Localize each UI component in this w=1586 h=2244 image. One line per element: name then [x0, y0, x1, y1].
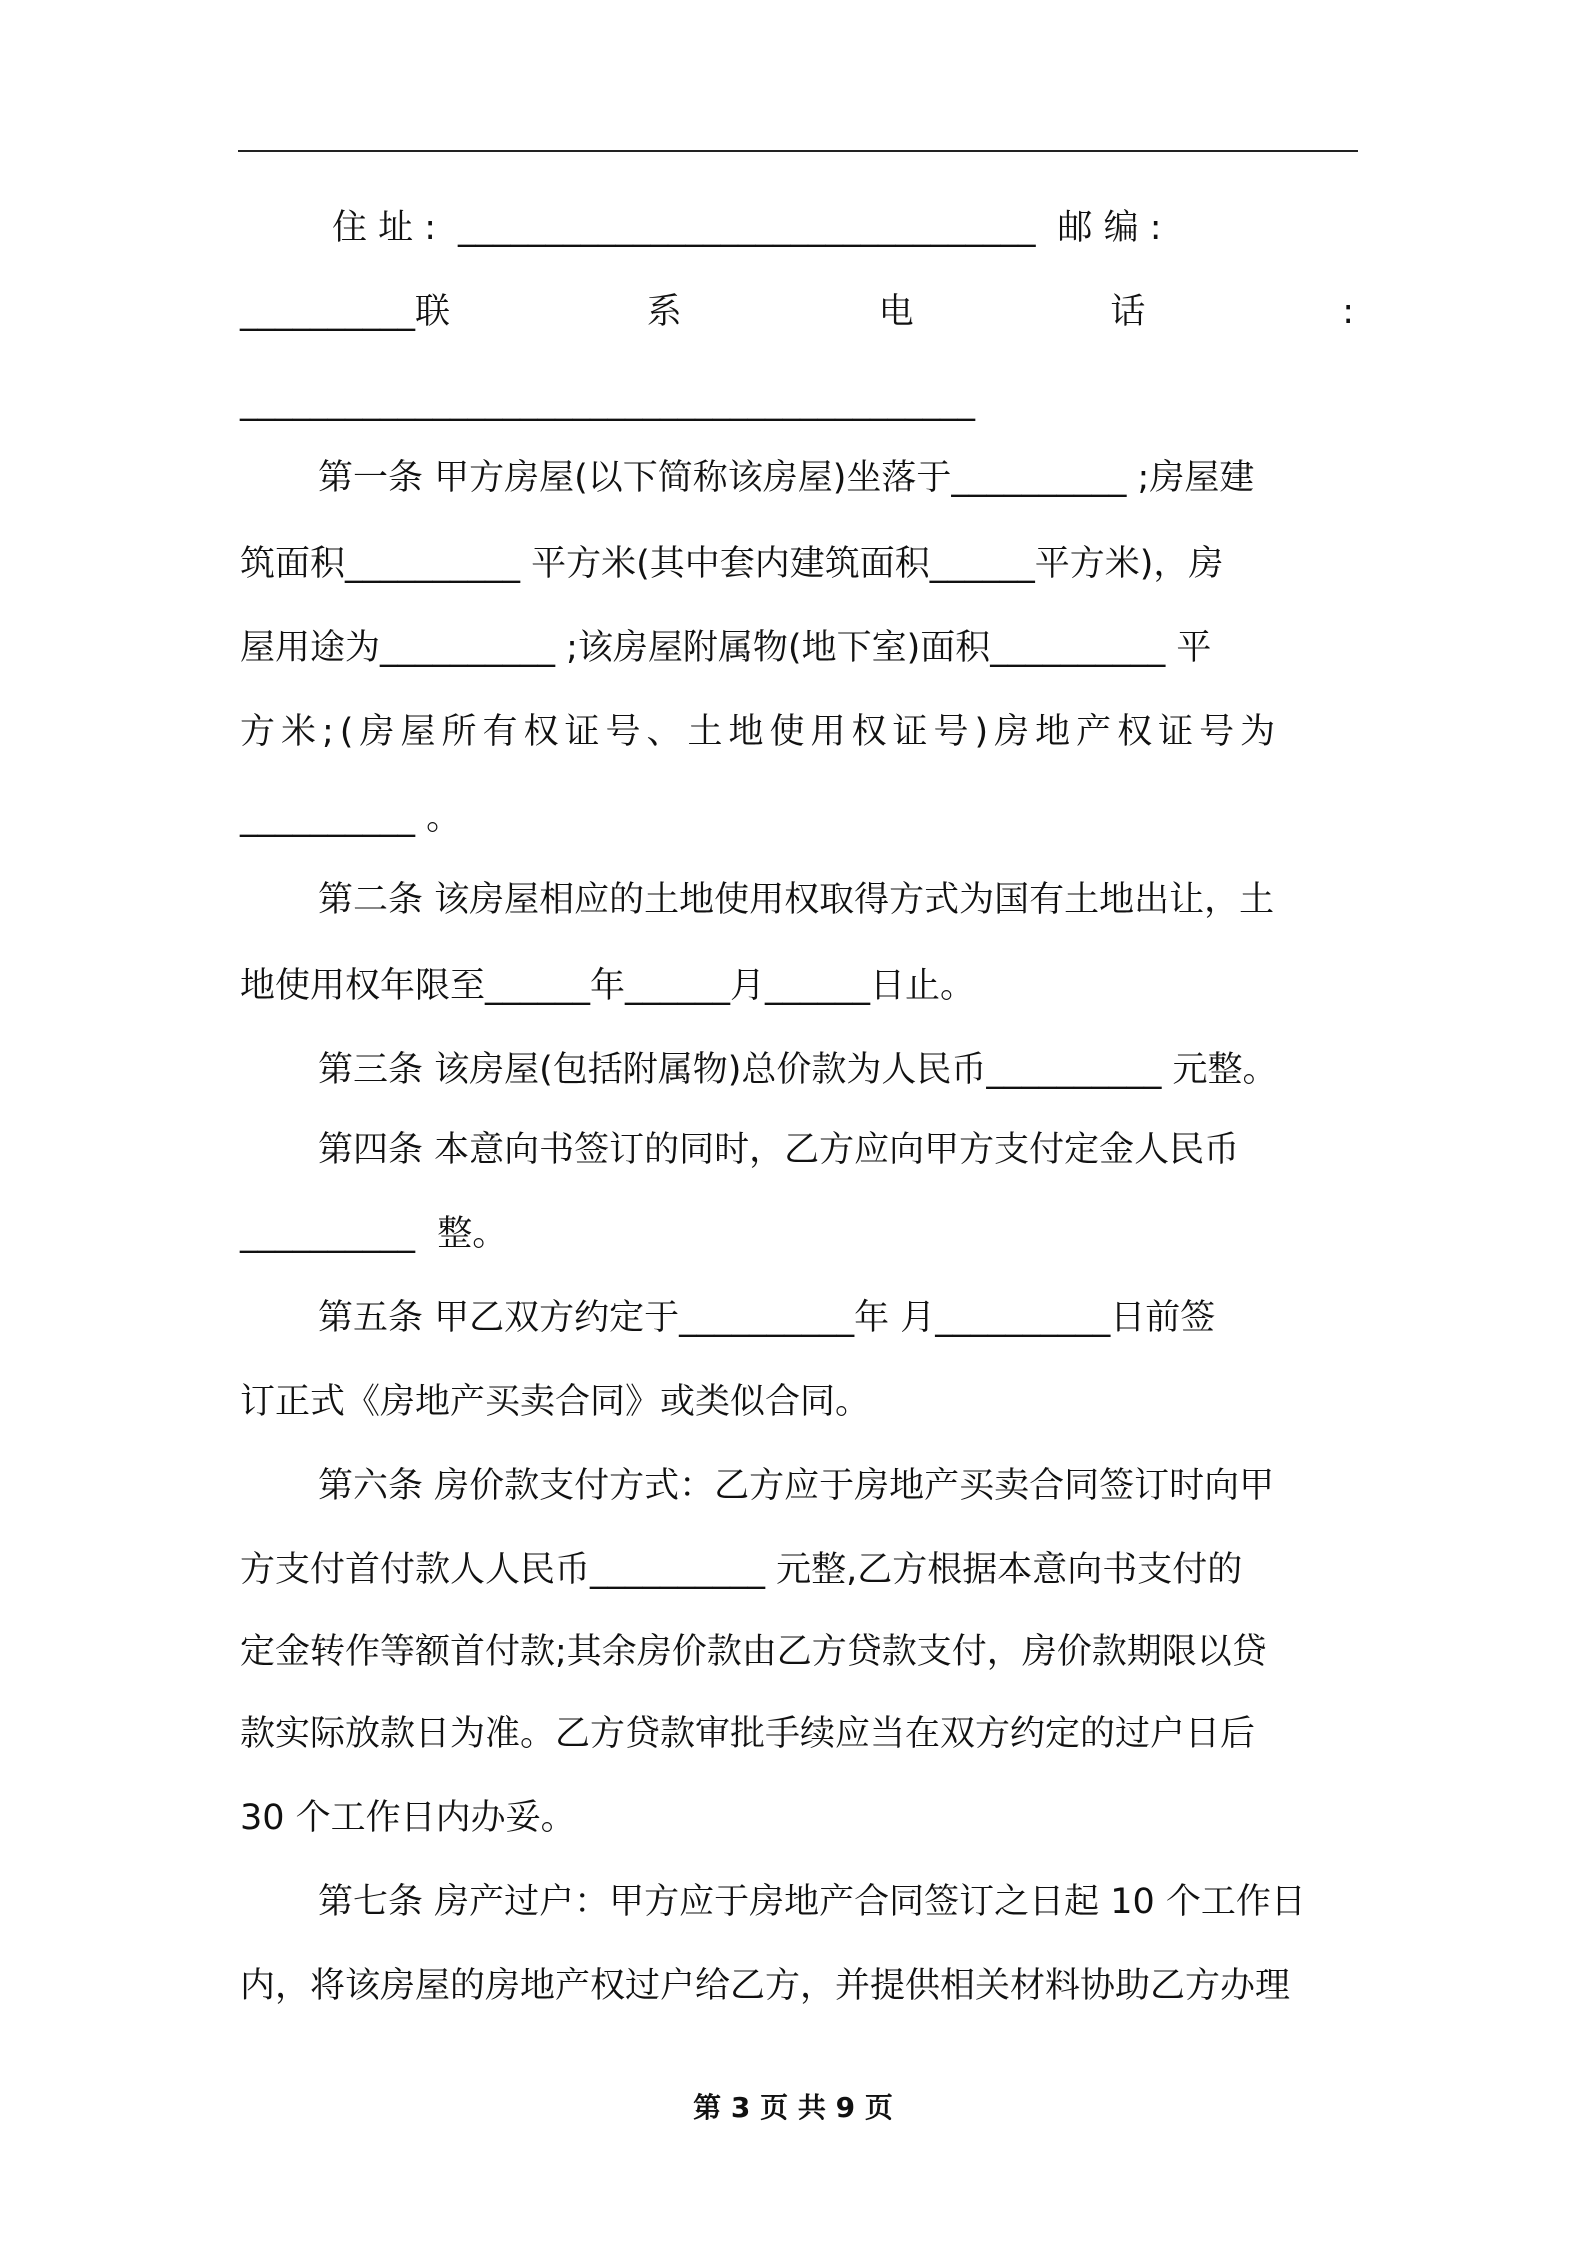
phone-label-char-3: 电	[878, 292, 914, 332]
art6-text-3: 定金转作等额首付款;其余房价款由乙方贷款支付，房价款期限以贷	[240, 1632, 1267, 1672]
art5-text-2: 订正式《房地产买卖合同》或类似合同。	[240, 1382, 871, 1422]
art1-line-1	[240, 446, 1354, 510]
art6-line-3	[240, 1620, 1354, 1684]
art1-line-3	[240, 616, 1354, 680]
page-number: 第 3 页 共 9 页	[693, 2091, 893, 2124]
art1-line-5	[240, 786, 1354, 850]
art6-line-5	[240, 1786, 1354, 1850]
page-footer	[0, 2088, 1586, 2128]
art4-line-2	[240, 1202, 1354, 1266]
art5-line-1	[240, 1286, 1354, 1350]
phone-label-colon: :	[1342, 292, 1354, 332]
phone-label-char-4: 话	[1110, 292, 1146, 332]
phone-label-char-1: 联	[415, 292, 451, 332]
art6-text-2: 方支付首付款人人民币__________ 元整,乙方根据本意向书支付的	[240, 1550, 1243, 1590]
phone-line	[240, 280, 1354, 344]
art7-text-1: 第七条 房产过户：甲方应于房地产合同签订之日起 10 个工作日	[318, 1882, 1306, 1922]
postcode-label: 邮 编 :	[1057, 208, 1162, 248]
art1-line-2	[240, 532, 1354, 596]
art7-line-2	[240, 1954, 1354, 2018]
phone-blank: __________________________________________	[240, 382, 975, 422]
art6-text-1: 第六条 房价款支付方式：乙方应于房地产买卖合同签订时向甲	[318, 1466, 1275, 1506]
art2-line-1	[240, 868, 1354, 932]
art6-line-2	[240, 1538, 1354, 1602]
art1-text-5: __________ 。	[240, 798, 462, 838]
phone-blank-line	[240, 370, 1354, 434]
art7-text-2: 内，将该房屋的房地产权过户给乙方，并提供相关材料协助乙方办理	[240, 1966, 1291, 2006]
art3-text-1: 第三条 该房屋(包括附属物)总价款为人民币__________ 元整。	[318, 1050, 1278, 1090]
art6-line-1	[240, 1454, 1354, 1518]
art1-text-2: 筑面积__________ 平方米(其中套内建筑面积______平方米)，房	[240, 544, 1224, 584]
art4-text-2: __________ 整。	[240, 1214, 508, 1254]
art1-text-1: 第一条 甲方房屋(以下简称该房屋)坐落于__________ ;房屋建	[318, 458, 1255, 498]
art5-line-2	[240, 1370, 1354, 1434]
art4-line-1	[240, 1118, 1354, 1182]
postcode-blank: __________	[240, 292, 415, 332]
art2-line-2	[240, 954, 1354, 1018]
address-label: 住 址 :	[332, 208, 437, 248]
header-rule	[238, 150, 1358, 152]
art1-text-3: 屋用途为__________ ;该房屋附属物(地下室)面积__________ 平	[240, 628, 1212, 668]
art5-text-1: 第五条 甲乙双方约定于__________年 月__________日前签	[318, 1298, 1216, 1338]
phone-label-char-2: 系	[646, 292, 682, 332]
art3-line-1	[240, 1038, 1354, 1102]
art6-text-5: 30 个工作日内办妥。	[240, 1798, 576, 1838]
art7-line-1	[240, 1870, 1354, 1934]
art1-line-4	[240, 700, 1354, 764]
art2-text-2: 地使用权年限至______年______月______日止。	[240, 966, 976, 1006]
address-line	[240, 196, 1354, 260]
art6-line-4	[240, 1702, 1354, 1766]
art6-text-4: 款实际放款日为准。乙方贷款审批手续应当在双方约定的过户日后	[240, 1714, 1256, 1754]
art1-text-4: 方米;(房屋所有权证号、土地使用权证号)房地产权证号为	[240, 712, 1282, 752]
address-blank: _________________________________	[458, 208, 1036, 248]
art2-text-1: 第二条 该房屋相应的土地使用权取得方式为国有土地出让，土	[318, 880, 1275, 920]
art4-text-1: 第四条 本意向书签订的同时，乙方应向甲方支付定金人民币	[318, 1130, 1240, 1170]
